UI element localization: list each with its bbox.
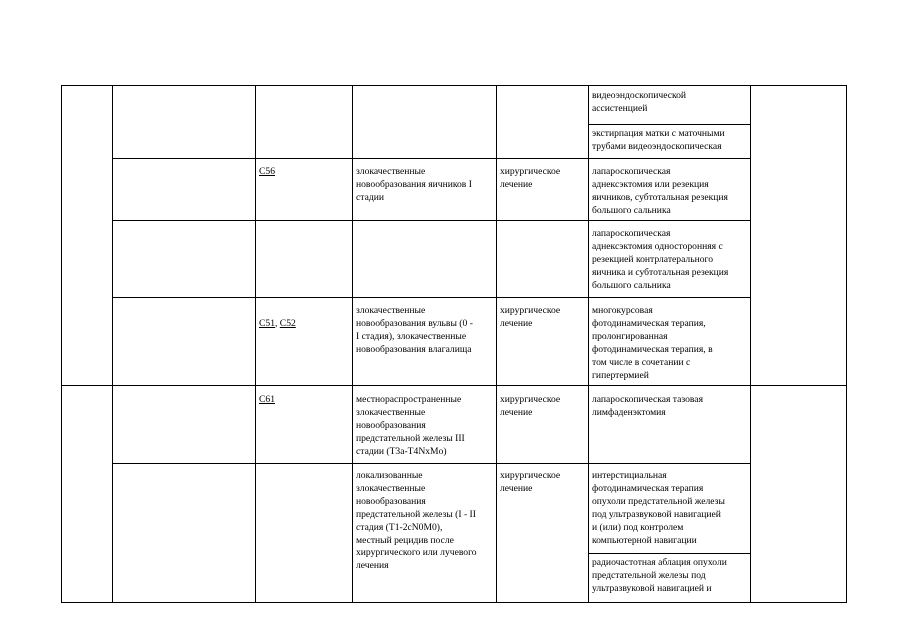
column-border: [112, 85, 113, 603]
icd-code-link[interactable]: C52: [279, 317, 296, 329]
table-top-border: [61, 85, 846, 86]
table-cell-treatment: хирургическое лечение: [500, 305, 561, 329]
table-cell-disease: злокачественные новообразования яичников I стадии: [356, 166, 472, 203]
table-cell-method: интерстициальная фотодинамическая терапия опухоли предстательной железы под ультразвуковой навигацией и (или) под контролем компьютерной навигации: [592, 470, 725, 546]
column-border: [352, 85, 353, 603]
table-cell-method: многокурсовая фотодинамическая терапия, пролонгированная фотодинамическая терапия, в том числе в сочетании с гипертермией: [592, 305, 713, 381]
column-border: [750, 85, 751, 603]
row-divider: [112, 463, 750, 464]
table-cell-method: лапароскопическая аднексэктомия односторонняя с резекцией контрлатерального яичника и субтотальная резекция большого сальника: [592, 228, 729, 291]
column-border: [496, 85, 497, 603]
row-divider: [588, 124, 750, 125]
table-cell-method: лапароскопическая тазовая лимфаденэктомия: [592, 394, 703, 418]
icd-code-link[interactable]: C61: [259, 394, 275, 405]
table-bottom-border: [61, 602, 846, 603]
table-cell-method: видеоэндоскопической ассистенцией: [592, 90, 687, 114]
row-divider: [112, 297, 750, 298]
icd-code-link[interactable]: C56: [259, 166, 275, 177]
icd-code-group: [259, 305, 296, 331]
icd-code-link[interactable]: C51: [259, 317, 275, 329]
column-border: [255, 85, 256, 603]
table-cell-disease: злокачественные новообразования вульвы (0 - I стадия), злокачественные новообразования влагалища: [356, 305, 473, 355]
row-divider: [112, 158, 750, 159]
table-cell-disease: локализованные злокачественные новообразования предстательной железы (I - II стадия (T1-2cN0M0), местный рецидив после хирургического или лучевого лечения: [356, 470, 477, 572]
table-cell-treatment: хирургическое лечение: [500, 166, 561, 190]
column-border: [588, 85, 589, 603]
column-border: [61, 85, 62, 603]
row-divider: [588, 553, 750, 554]
row-divider: [112, 220, 750, 221]
row-divider: [61, 385, 846, 386]
table-cell-method: радиочастотная аблация опухоли предстательной железы под ультразвуковой навигацией и: [592, 557, 727, 594]
column-border: [846, 85, 847, 603]
table-cell-method: экстирпация матки с маточными трубами видеоэндоскопическая: [592, 128, 725, 152]
table-cell-method: лапароскопическая аднексэктомия или резекция яичников, субтотальная резекция большого сальника: [592, 166, 728, 216]
code-separator: ,: [275, 317, 280, 329]
table-cell-treatment: хирургическое лечение: [500, 394, 561, 418]
table-cell-treatment: хирургическое лечение: [500, 470, 561, 494]
table-cell-disease: местнораспространенные злокачественные новообразования предстательной железы III стадии (T3a-T4NxMo): [356, 394, 465, 457]
